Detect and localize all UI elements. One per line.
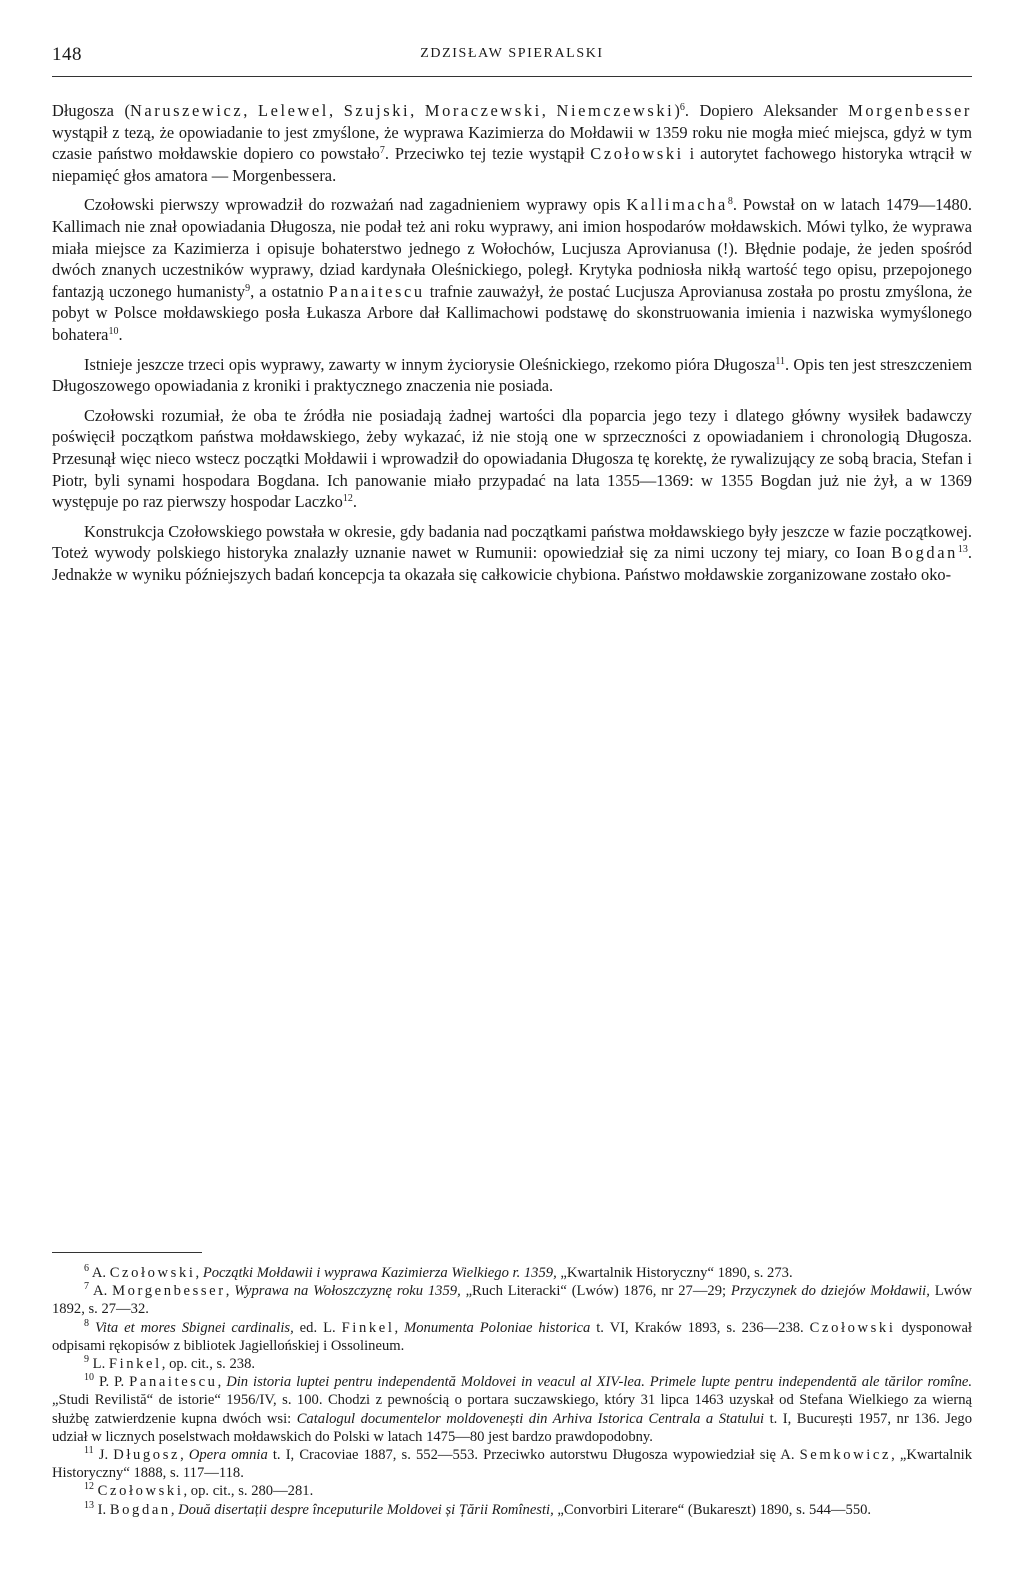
paragraph-1: Długosza (Naruszewicz, Lelewel, Szujski, Moraczewski, Niemczewski)$^6$. Dopiero Aleksander Morgenbesser wystąpił z tezą, że opowiadanie to jest zmyślone, że wyprawa Kazimierza do Mołdawii w 1359 roku nie mogła mieć miejsca, gdyż w tym czasie państwo mołdawskie dopiero co powstało$^7$. Przeciwko tej tezie wystąpił Czołowski i autorytet fachowego historyka wtrącił w niepamięć głos amatora — Morgenbessera. [52,101,973,185]
footnote-number: 9 [84,1354,89,1366]
footnote-6: $^6$ A. Czołowski, Początki Mołdawii i wyprawa Kazimierza Wielkiego r. 1359, „Kwartalnik Historyczny“ 1890, s. 273. [84,1263,793,1281]
footnote-ref[interactable]: 11 [775,355,786,367]
paragraph-4: Czołowski rozumiał, że oba te źródła nie posiadają żadnej wartości dla poparcia jego tezy i dlatego główny wysiłek badawczy poświęcił początkom państwa mołdawskiego, żeby wykazać, iż nie stoją one w sprzeczności z opowiadaniem i chronologią Długosza. Przesunął więc nieco wstecz początki Mołdawii i wprowadził do opowiadania Długosza tę korektę, że rywalizujący ze sobą bracia, Stefan i Piotr, byli synami hospodara Bogdana. Ich panowanie miało przypadać na lata 1355—1369: w 1355 Bogdan już nie żył, a w 1369 występuje po raz pierwszy hospodar Laczko$^{12}$. [52,405,972,512]
footnote-ref[interactable]: 7 [379,145,385,157]
footnote-8: $^8$ Vita et mores Sbignei cardinalis, ed. L. Finkel, Monumenta Poloniae historica t. VI, Kraków 1893, s. 236—238. Czołowski dysponował odpisami rękopisów z bibliotek Jagiellońskiej i Ossolineum. [52,1317,972,1354]
paragraph-2: Czołowski pierwszy wprowadził do rozważań nad zagadnieniem wyprawy opis Kallimacha$^8$. Powstał on w latach 1479—1480. Kallimach nie znał opowiadania Długosza, nie podał też ani roku wyprawy, ani imion hospodarów mołdawskich. Mówi tylko, że wyprawa miała miejsce za Kazimierza i opisuje bohaterstwo jednego z Wołochów, Lucjusza Aprovianusa (!). Błędnie podaje, że jeden spośród dwóch znanych uczestników wyprawy, dziad kardynała Oleśnickiego, poległ. Krytyka podniosła nikłą wartość tego opisu, przepojonego fantazją uczonego humanisty$^9$, a ostatnio Panaitescu trafnie zauważył, że postać Lucjusza Aprovianusa została po prostu zmyślona, że pobyt w Polsce mołdawskiego posła Łukasza Arbore dał Kallimachowi podstawę do skonstruowania imienia i nazwiska wymyślonego bohatera$^{10}$. [52,195,973,344]
footnote-ref[interactable]: 8 [727,196,733,208]
footnote-11: $^{11}$ J. Długosz, Opera omnia t. I, Cracoviae 1887, s. 552—553. Przeciwko autorstwu Długosza wypowiedział się A. Semkowicz, „Kwartalnik Historyczny“ 1888, s. 117—118. [52,1445,972,1482]
footnote-number: 13 [84,1499,94,1511]
footnote-ref[interactable]: 10 [108,325,119,337]
footnotes [52,1264,972,1519]
footnote-ref[interactable]: 9 [245,282,251,294]
footnote-number: 11 [84,1445,94,1457]
footnote-number: 7 [84,1281,89,1293]
footnote-9: $^9$ L. Finkel, op. cit., s. 238. [84,1354,256,1373]
page-header [52,36,972,77]
footnote-divider [52,1252,202,1253]
footnote-7: $^7$ A. Morgenbesser, Wyprawa na Wołoszczyznę roku 1359, „Ruch Literacki“ (Lwów) 1876, nr 27—29; Przyczynek do dziejów Mołdawii, Lwów 1892, s. 27—32. [52,1281,972,1318]
footnote-12: $^{12}$ Czołowski, op. cit., s. 280—281. [84,1481,314,1500]
footnote-number: 6 [84,1263,89,1274]
footnote-ref[interactable]: 13 [957,544,968,556]
running-head: ZDZISŁAW SPIERALSKI [420,46,604,61]
footnote-number: 8 [84,1317,89,1329]
footnote-ref[interactable]: 6 [679,102,685,113]
paragraph-5: Konstrukcja Czołowskiego powstała w okresie, gdy badania nad początkami państwa mołdawskiego były jeszcze w fazie początkowej. Toteż wywody polskiego historyka znalazły uznanie nawet w Rumunii: opowiedział się za nimi uczony tej miary, co Ioan Bogdan$^{13}$. Jednakże w wyniku późniejszych badań koncepcja ta okazała się całkowicie chybiona. Państwo mołdawskie zorganizowane zostało oko- [52,521,972,584]
footnote-number: 10 [84,1372,94,1384]
footnote-13: $^{13}$ I. Bogdan, Două disertații despre începuturile Moldovei și Țării Romînesti, „Convorbiri Literare“ (Bukareszt) 1890, s. 544—550. [84,1499,872,1518]
page-number: 148 [52,44,82,65]
footnote-ref[interactable]: 12 [342,493,353,505]
body-text [52,100,972,593]
footnote-10: $^{10}$ P. P. Panaitescu, Din istoria luptei pentru independentă Moldovei in veacul al XIV-lea. Primele lupte pentru independentă ale tărilor romîne. „Studi Revilistă“ de istorie“ 1956/IV, s. 100. Chodzi z pewnością o portara suczawskiego, który 31 lipca 1463 uzyskał od Stefana Wielkiego za wierną służbę zatwierdzenie kupna dwóch wsi: Catalogul documentelor moldovenești din Arhiva Istorica Centrala a Statului t. I, București 1957, nr 136. Jego udział w licznych poselstwach mołdawskich do Polski w latach 1475—80 jest bardzo prawdopodobny. [52,1372,972,1445]
footnote-number: 12 [84,1481,94,1493]
paragraph-3: Istnieje jeszcze trzeci opis wyprawy, zawarty w innym życiorysie Oleśnickiego, rzekomo pióra Długosza$^{11}$. Opis ten jest streszczeniem Długoszowego opowiadania z kroniki i praktycznego znaczenia nie posiada. [52,354,973,396]
